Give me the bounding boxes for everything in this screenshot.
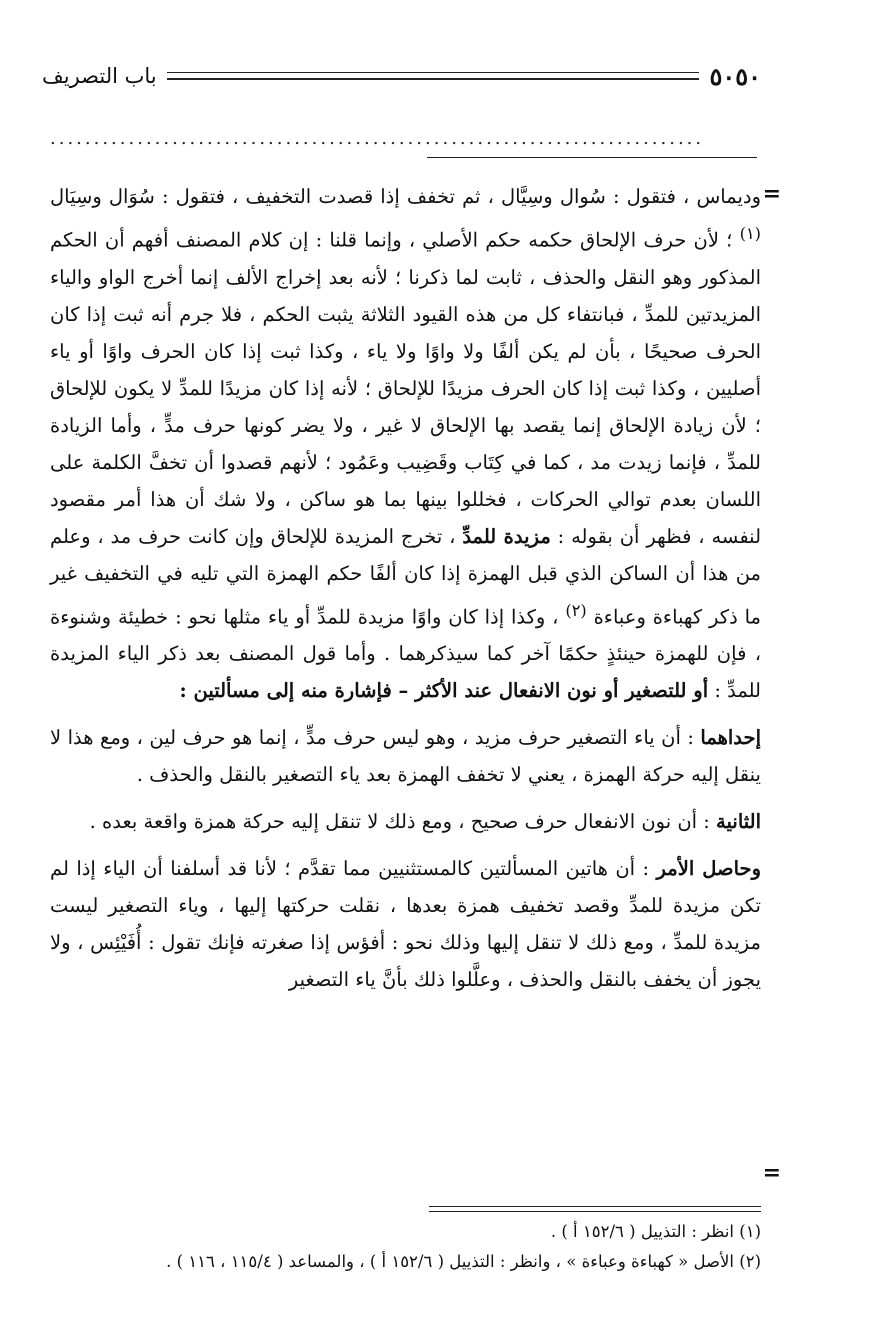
footnote-ref: (١) bbox=[739, 224, 761, 243]
separator-rule bbox=[427, 157, 757, 158]
footnote: (٢) الأصل « كهباءة وعباءة » ، وانظر : التذييل ( ١٥٢/٦ أ ) ، والمساعد ( ١١٥/٤ ، ١١٦ ) . bbox=[166, 1252, 761, 1271]
paragraph-heading: وحاصل الأمر bbox=[656, 857, 761, 880]
paragraph-heading: إحداهما bbox=[700, 726, 761, 749]
continuation-marker: = bbox=[762, 181, 781, 207]
footnote-rule bbox=[429, 1206, 761, 1212]
running-header bbox=[42, 56, 761, 96]
paragraph: الثانية : أن نون الانفعال حرف صحيح ، ومع ذلك لا تنقل إليه حركة همزة واقعة بعده . bbox=[89, 810, 761, 833]
paragraph: إحداهما : أن ياء التصغير حرف مزيد ، وهو ليس حرف مدٍّ ، إنما هو حرف لين ، ومع هذا لا ينقل إليه حركة الهمزة ، يعني لا تخفف الهمزة بعد ياء التصغير بالنقل والحذف . bbox=[50, 726, 761, 786]
paragraph: وحاصل الأمر : أن هاتين المسألتين كالمستثنيين مما تقدَّم ؛ لأنا قد أسلفنا أن الياء إذا لم تكن مزيدة للمدِّ وقصد تخفيف همزة بعدها ، نقلت حركتها إليها ، وياء التصغير ليست مزيدة للمدِّ ، ومع ذلك لا تنقل إليها وذلك نحو : أفؤس إذا صغرته فإنك تقول : أُفَيْئِس ، ولا يجوز أن يخفف بالنقل والحذف ، وعلَّلوا ذلك بأنَّ ياء التصغير bbox=[50, 857, 761, 991]
page-number: ٥٠٥٠ bbox=[709, 61, 761, 91]
footnotes bbox=[50, 1217, 761, 1277]
main-text bbox=[50, 178, 761, 998]
bold-quote: مزيدة للمدِّ bbox=[462, 524, 551, 548]
paragraph: وديماس ، فتقول : سُوال وسِيَّال ، ثم تخفف إذا قصدت التخفيف ، فتقول : سُوَال وسِيَال $^{(١)}$ ؛ لأن حرف الإلحاق حكمه حكم الأصلي ، وإنما قلنا : إن كلام المصنف أفهم أن الحكم المذكور وهو النقل والحذف ، ثابت لما ذكرنا ؛ لأنه بعد إخراج الألف إنما أخرج الواو والياء المزيدتين للمدِّ ، فبانتفاء كل من هذه القيود الثلاثة يثبت الحكم ، فلا جرم أنه ثبت إذا كان الحرف صحيحًا ، بأن لم يكن ألفًا ولا واوًا ولا ياء ، وكذا ثبت إذا كان الحرف واوًا أو ياء أصليين ، وكذا ثبت إذا كان الحرف مزيدًا للإلحاق ؛ لأنه إذا كان مزيدًا للمدِّ لا يكون للإلحاق ؛ لأن زيادة الإلحاق إنما يقصد بها الإلحاق لا غير ، ولا يضر كونها حرف مدٍّ ، وأما الزيادة للمدِّ ، فإنما زيدت مد ، كما في كِتَاب وقَضِيب وعَمُود ؛ لأنهم قصدوا أن تخفَّ الكلمة على اللسان بعدم توالي الحركات ، فخللوا بينها بما هو ساكن ، ولا شك أن هذا أمر مقصود لنفسه ، فظهر أن بقوله : مزيدة للمدِّ ، تخرج المزيدة للإلحاق وإن كانت حرف مد ، وعلم من هذا أن الساكن الذي قبل الهمزة إذا كان ألفًا حكم الهمزة التي تليه في التخفيف غير ما ذكر كهباءة وعباءة $^{(٢)}$ ، وكذا إذا كان واوًا مزيدة للمدِّ أو ياء مثلها نحو : خطيئة وشنوءة ، فإن للهمزة حينئذٍ حكمًا آخر كما سيذكرهما . وأما قول المصنف بعد ذكر الياء المزيدة للمدِّ : أو للتصغير أو نون الانفعال عند الأكثر – فإشارة منه إلى مسألتين : bbox=[50, 185, 762, 702]
footnote: (١) انظر : التذييل ( ١٥٢/٦ أ ) . bbox=[550, 1222, 761, 1241]
bold-quote: أو للتصغير أو نون الانفعال عند الأكثر – فإشارة منه إلى مسألتين : bbox=[179, 679, 709, 702]
header-rule bbox=[167, 72, 700, 80]
footnote-ref: (٢) bbox=[565, 600, 587, 620]
paragraph-heading: الثانية bbox=[716, 810, 761, 833]
dotted-separator: ........................................................................... bbox=[50, 128, 705, 149]
chapter-title: باب التصريف bbox=[42, 64, 157, 88]
end-continuation-marker: = bbox=[762, 1160, 781, 1186]
